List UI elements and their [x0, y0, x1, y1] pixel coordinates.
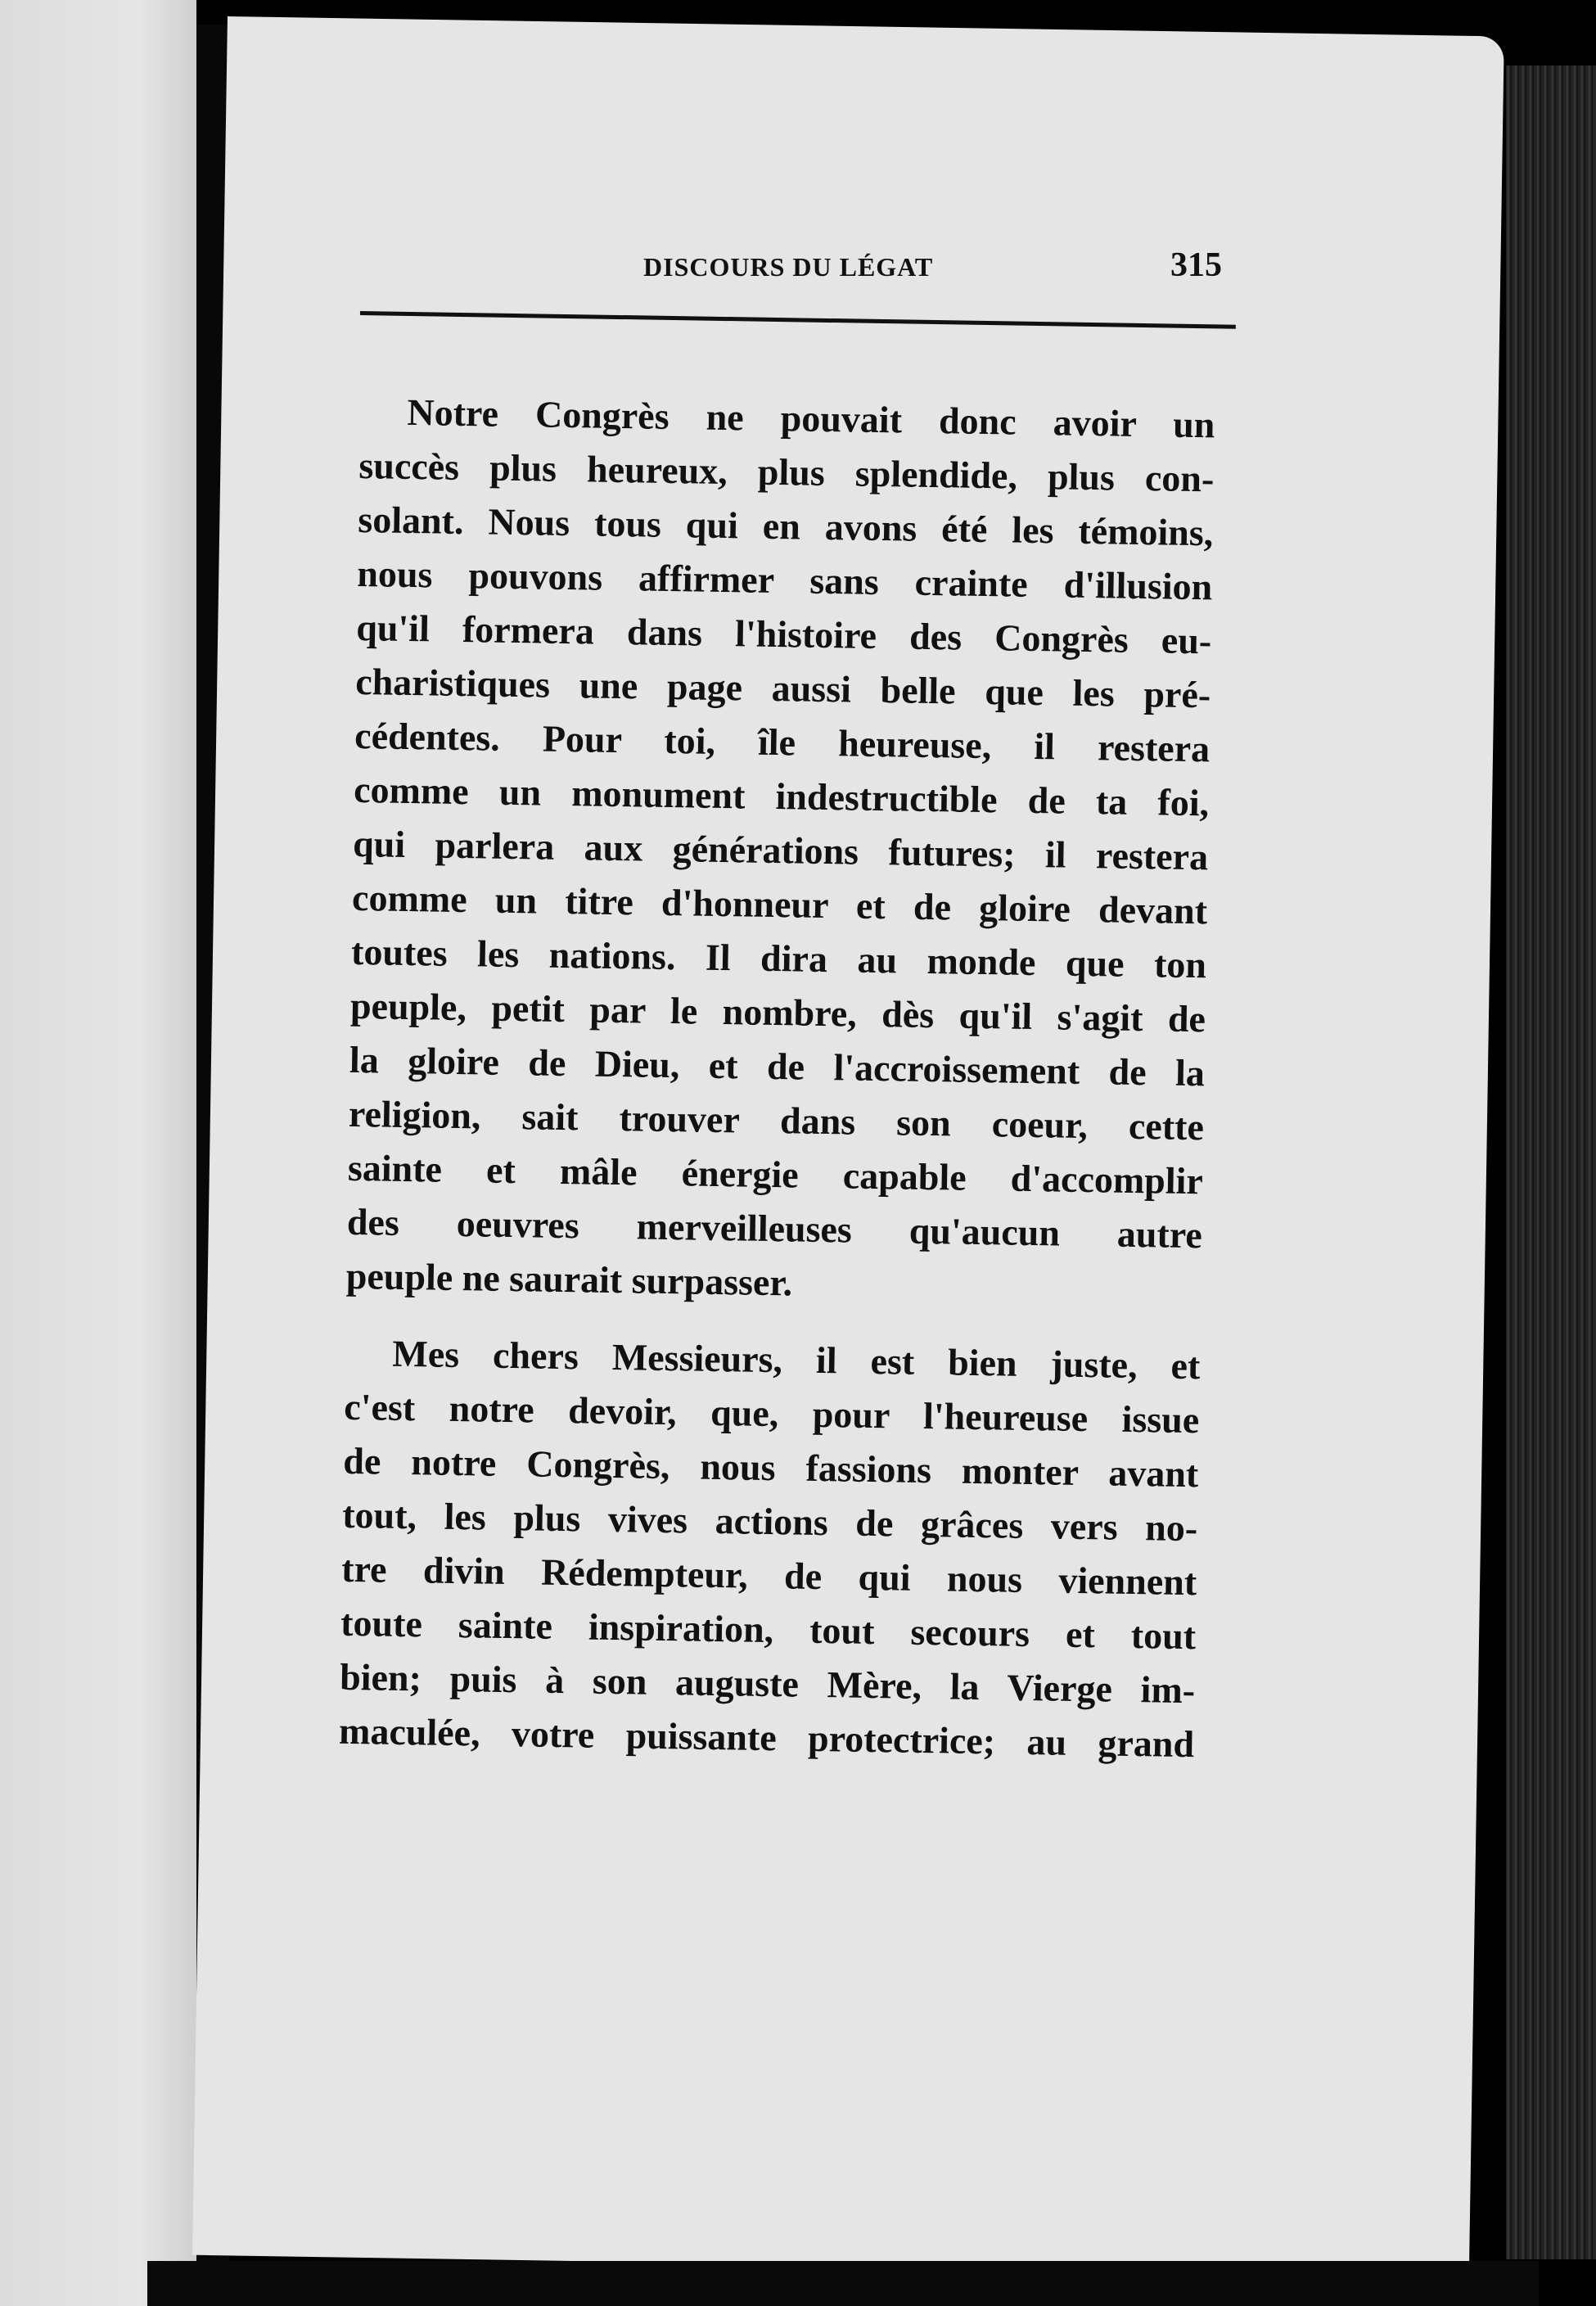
- text-line: qui parlera aux générations futures; il restera: [352, 822, 1209, 878]
- body-text: [339, 385, 1215, 1771]
- text-line: Mes chers Messieurs, il est bien juste, et: [392, 1332, 1201, 1388]
- page-number: 315: [1170, 246, 1222, 284]
- text-line: toute sainte inspiration, tout secours et tout: [340, 1601, 1197, 1658]
- text-line: cédentes. Pour toi, île heureuse, il restera: [354, 714, 1211, 770]
- text-line: comme un titre d'honneur et de gloire devant: [351, 876, 1208, 932]
- running-title: DISCOURS DU LÉGAT: [643, 252, 934, 282]
- text-line: Notre Congrès ne pouvait donc avoir un: [407, 390, 1215, 446]
- text-line: tout, les plus vives actions de grâces vers no-: [341, 1493, 1198, 1550]
- text-line: nous pouvons affirmer sans crainte d'illusion: [356, 552, 1213, 608]
- paragraph-1: [345, 385, 1215, 1316]
- text-line: bien; puis à son auguste Mère, la Vierge im-: [339, 1655, 1196, 1712]
- facing-page-edge: [0, 0, 196, 2306]
- text-line: toutes les nations. Il dira au monde que ton: [350, 930, 1207, 986]
- text-line: solant. Nous tous qui en avons été les témoins,: [358, 498, 1214, 554]
- text-line: c'est notre devoir, que, pour l'heureuse issue: [343, 1385, 1200, 1442]
- running-head: [409, 246, 1228, 295]
- text-line: des oeuvres merveilleuses qu'aucun autre: [346, 1200, 1203, 1257]
- text-line: charistiques une page aussi belle que les pré-: [354, 660, 1211, 716]
- text-line: qu'il formera dans l'histoire des Congrès eu-: [355, 606, 1212, 662]
- text-line: tre divin Rédempteur, de qui nous viennent: [340, 1547, 1197, 1604]
- text-line: peuple, petit par le nombre, dès qu'il s'agit de: [349, 984, 1206, 1040]
- text-line: peuple ne saurait surpasser.: [345, 1254, 793, 1304]
- text-line: comme un monument indestructible de ta foi,: [353, 768, 1210, 824]
- text-line: maculée, votre puissante protectrice; au grand: [338, 1709, 1195, 1766]
- page-block-edge: [1506, 65, 1596, 2259]
- text-line: sainte et mâle énergie capable d'accomplir: [347, 1146, 1204, 1203]
- text-line: la gloire de Dieu, et de l'accroissement de la: [349, 1038, 1206, 1094]
- paragraph-2: [339, 1326, 1201, 1771]
- text-line: succès plus heureux, plus splendide, plus con-: [358, 444, 1215, 500]
- text-line: religion, sait trouver dans son coeur, cette: [348, 1092, 1205, 1148]
- bottom-edge: [147, 2261, 1539, 2306]
- text-line: de notre Congrès, nous fassions monter avant: [342, 1439, 1199, 1496]
